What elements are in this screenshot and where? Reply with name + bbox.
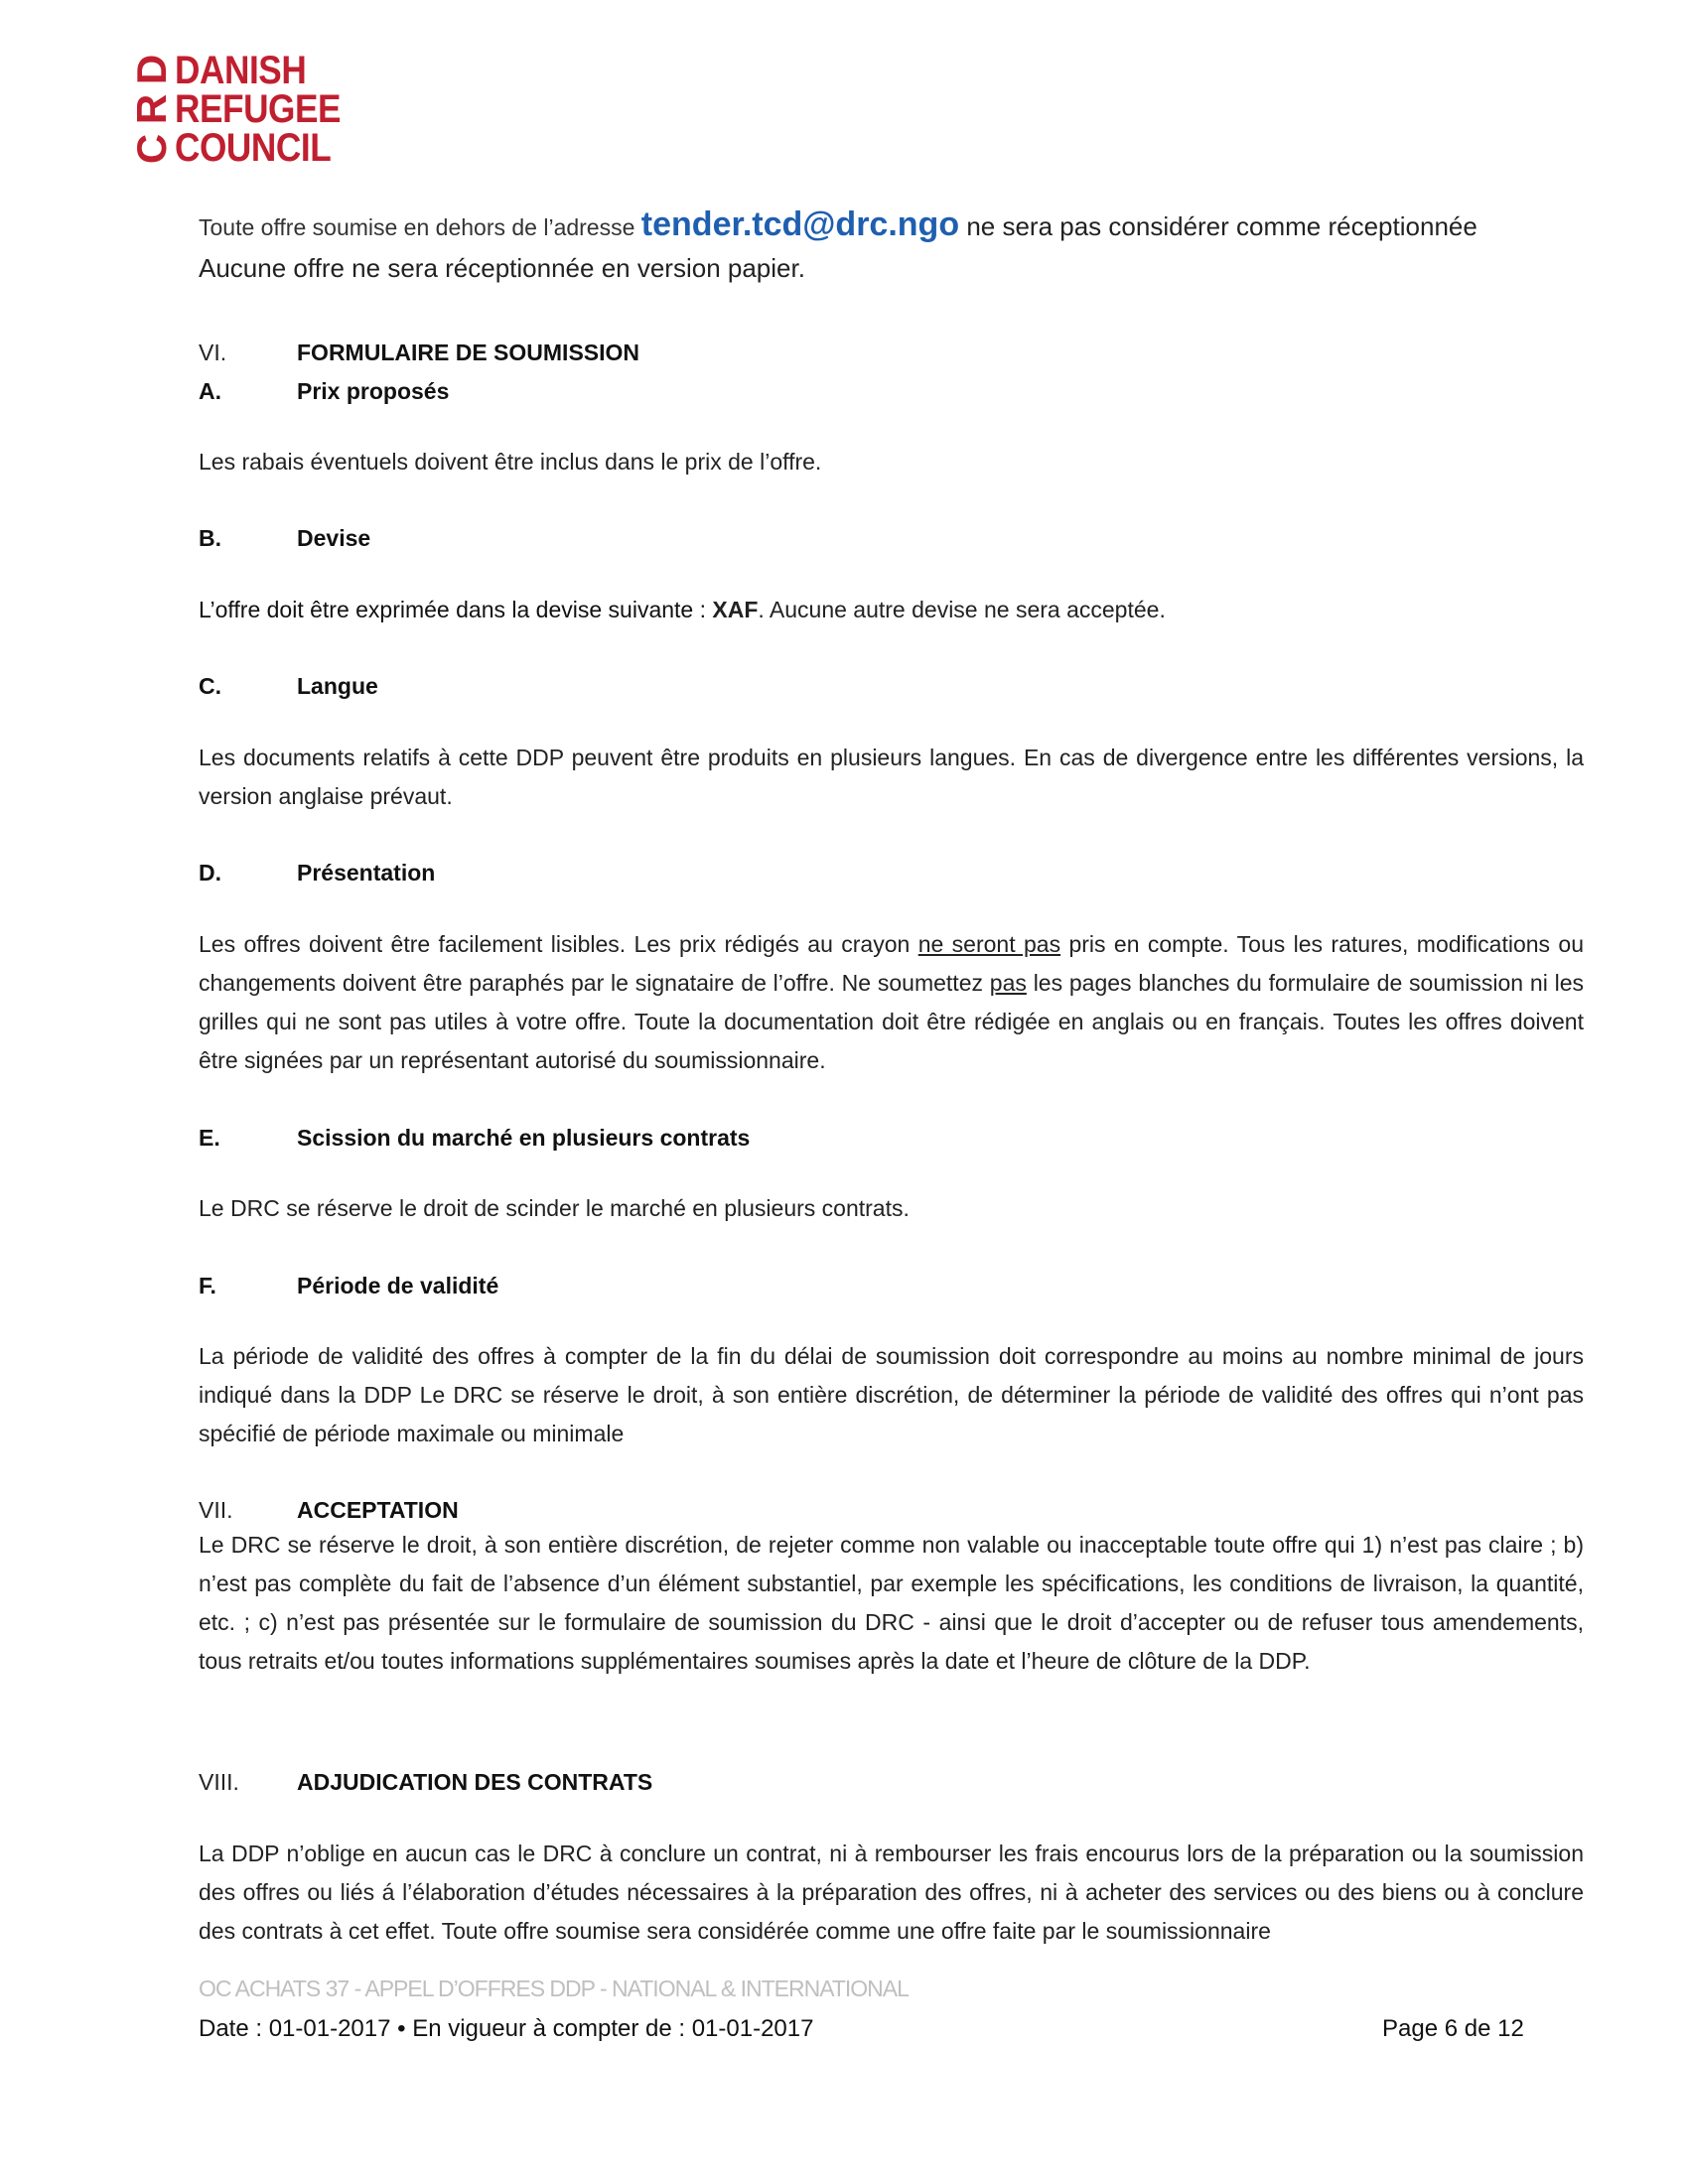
section-title: Période de validité <box>297 1273 499 1298</box>
section-title: Langue <box>297 673 378 699</box>
paragraph-text: L’offre doit être exprimée dans la devise suivante : <box>199 597 713 622</box>
logo-mark-letter: R <box>128 93 175 125</box>
underlined-text: ne seront pas <box>917 931 1061 957</box>
section-title: FORMULAIRE DE SOUMISSION <box>297 340 640 365</box>
logo-line: COUNCIL <box>175 126 332 170</box>
drc-logo <box>128 49 363 170</box>
paragraph: Le DRC se réserve le droit de scinder le marché en plusieurs contrats. <box>199 1195 910 1221</box>
section-a-body <box>199 443 1584 481</box>
footer-page-number: Page 6 de 12 <box>1382 2015 1524 2042</box>
footer-document-title: OC ACHATS 37 - APPEL D’OFFRES DDP - NATIONAL & INTERNATIONAL <box>199 1976 909 2001</box>
paragraph: La période de validité des offres à compter de la fin du délai de soumission doit correspondre au moins au nombre minimal de jours indiqué dans la DDP Le DRC se réserve le droit, à son entière discrétion, de déterminer la période de validité des offres qui n’ont pas spécifié de période maximale ou minimale <box>199 1343 1584 1446</box>
logo-mark-letter: C <box>128 133 175 165</box>
intro-text: Toute offre soumise en dehors de l’adresse <box>199 214 641 240</box>
section-number: E. <box>199 1125 220 1151</box>
section-heading-c <box>199 671 378 701</box>
section-number: VI. <box>199 340 227 365</box>
section-d-body <box>199 925 1584 1080</box>
logo-line: REFUGEE <box>175 87 342 131</box>
logo-line: DANISH <box>175 49 307 92</box>
paragraph-text: . Aucune autre devise ne sera acceptée. <box>758 597 1166 622</box>
logo-mark <box>128 52 175 167</box>
section-heading-d <box>199 858 435 887</box>
paragraph-text: les pages blanches du formulaire de soumission ni les grilles qui ne sont pas utiles à votre offre. Toute la documentation doit être rédigée en anglais ou en français. Toutes les offres doivent être signées par un représentant autorisé du soumissionnaire. <box>199 970 1585 1073</box>
section-number: F. <box>199 1273 216 1298</box>
paragraph-text: Les offres doivent être facilement lisibles. Les prix rédigés au crayon <box>199 931 918 957</box>
logo-mark-letter: D <box>128 54 175 85</box>
section-number: A. <box>199 378 221 404</box>
section-f-body <box>199 1337 1584 1453</box>
section-number: VIII. <box>199 1769 239 1795</box>
section-number: VII. <box>199 1497 233 1523</box>
paragraph <box>199 591 1584 629</box>
section-title: Prix proposés <box>297 378 450 404</box>
section-heading-e <box>199 1123 750 1153</box>
paragraph: Les documents relatifs à cette DDP peuvent être produits en plusieurs langues. En cas de divergence entre les différentes versions, la version anglaise prévaut. <box>199 745 1584 809</box>
section-heading-f <box>199 1271 498 1300</box>
section-heading-a <box>199 376 449 406</box>
paragraph: Le DRC se réserve le droit, à son entière discrétion, de rejeter comme non valable ou inacceptable toute offre qui 1) n’est pas claire ; b) n’est pas complète du fait de l’absence d’un élément substantiel, par exemple les spécifications, les conditions de livraison, la quantité, etc. ; c) n’est pas présentée sur le formulaire de soumission du DRC - ainsi que le droit d’accepter ou de refuser tous amendements, tous retraits et/ou toutes informations supplémentaires soumises après la date et l’heure de clôture de la DDP. <box>199 1532 1584 1674</box>
section-number: C. <box>199 673 221 699</box>
section-title: Présentation <box>297 860 436 886</box>
intro-paper-line: Aucune offre ne sera réceptionnée en version papier. <box>199 253 805 283</box>
section-heading-vi <box>199 338 639 367</box>
section-c-body <box>199 739 1584 816</box>
section-vii-body <box>199 1526 1584 1681</box>
section-number: D. <box>199 860 221 886</box>
currency-code: XAF <box>712 597 759 622</box>
paragraph-text: pris en compte. Tous les ratures, modifications ou changements doivent être paraphés par le signataire de l’offre. Ne soumettez <box>199 931 1584 996</box>
intro-email-line <box>199 202 1477 250</box>
paragraph: Les rabais éventuels doivent être inclus dans le prix de l’offre. <box>199 449 822 475</box>
section-number: B. <box>199 525 221 551</box>
tender-email-link[interactable]: tender.tcd@drc.ngo <box>640 205 960 243</box>
footer-date: Date : 01-01-2017 • En vigueur à compter de : 01-01-2017 <box>199 2015 814 2042</box>
section-viii-body <box>199 1835 1584 1951</box>
section-title: ADJUDICATION DES CONTRATS <box>297 1769 653 1795</box>
section-heading-vii <box>199 1495 459 1525</box>
paragraph: La DDP n’oblige en aucun cas le DRC à conclure un contrat, ni à rembourser les frais encourus lors de la préparation ou la soumission des offres ou liés á l’élaboration d’études nécessaires à la préparation des offres, ni à acheter des services ou des biens ou à conclure des contrats à cet effet. Toute offre soumise sera considérée comme une offre faite par le soumissionnaire <box>199 1841 1584 1944</box>
section-e-body <box>199 1189 1584 1228</box>
section-title: Devise <box>297 525 371 551</box>
paragraph <box>199 925 1584 1080</box>
underlined-text: pas <box>989 970 1027 996</box>
section-title: ACCEPTATION <box>297 1497 459 1523</box>
section-b-body <box>199 591 1584 629</box>
logo-wordmark <box>175 49 363 170</box>
section-title: Scission du marché en plusieurs contrats <box>297 1125 751 1151</box>
section-heading-b <box>199 523 370 553</box>
section-heading-viii <box>199 1767 652 1797</box>
intro-text-after: ne sera pas considérer comme réceptionnée <box>959 211 1477 241</box>
